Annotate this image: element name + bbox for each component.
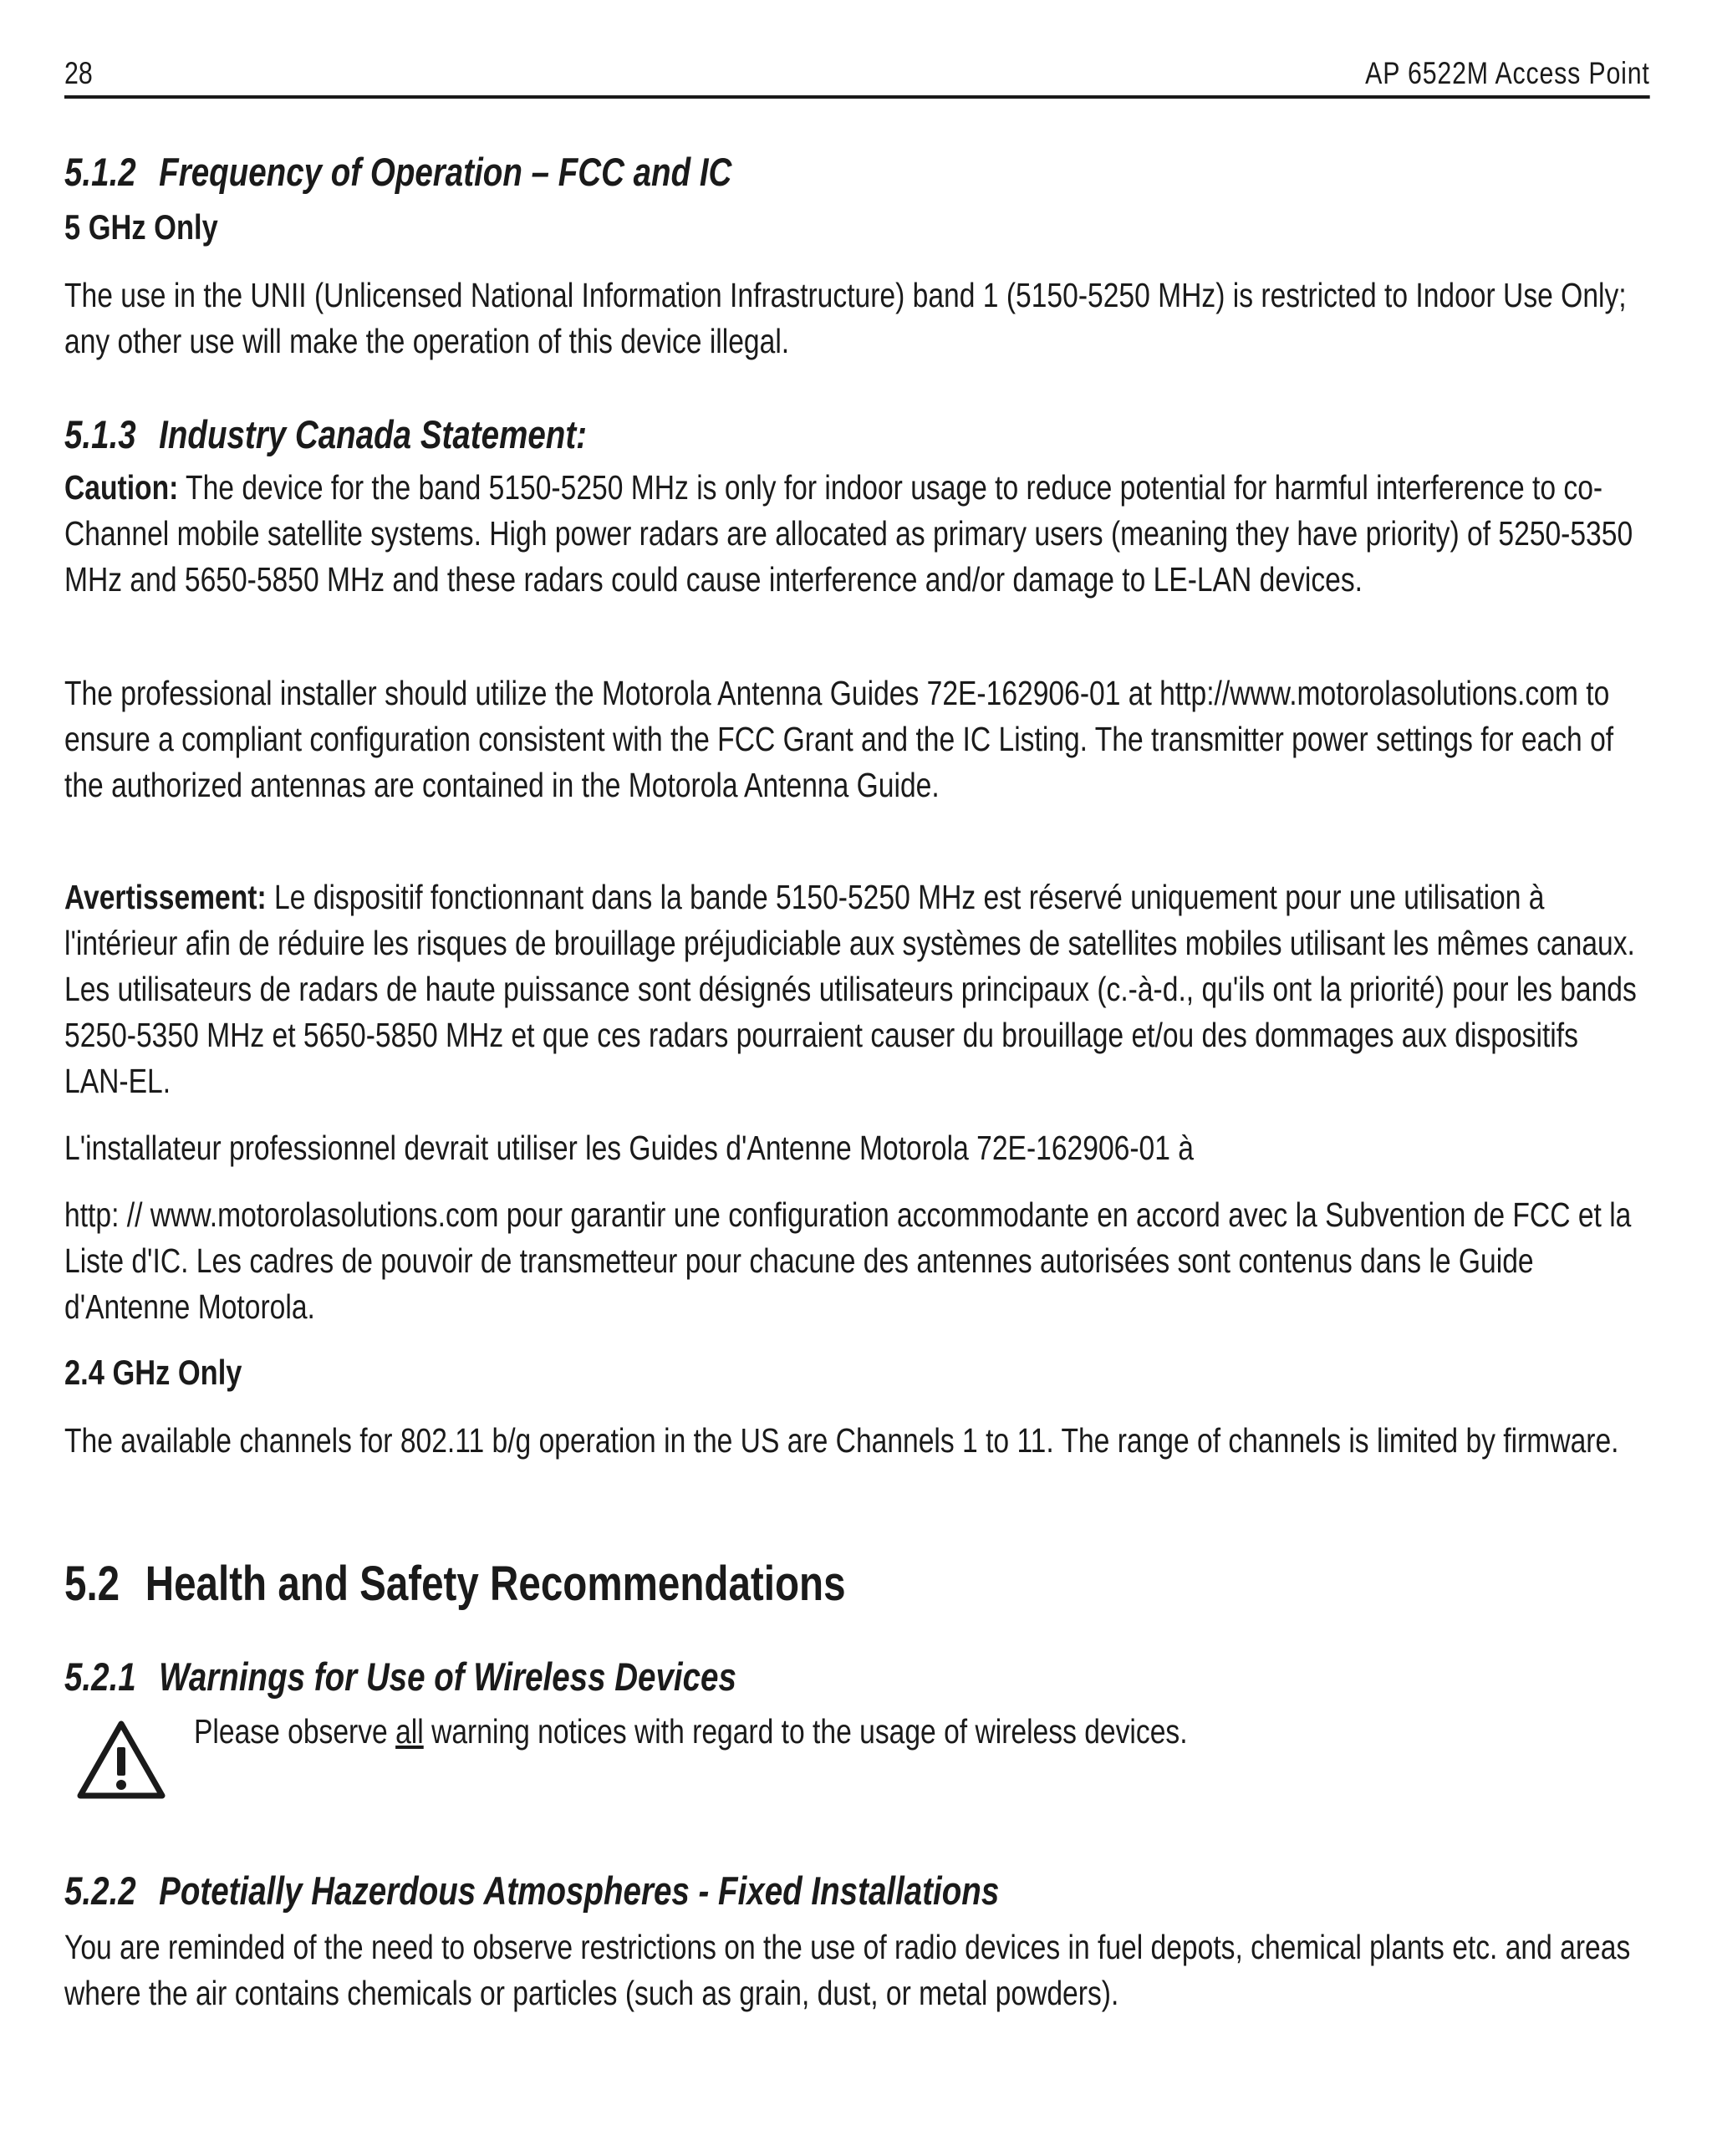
- page-number: 28: [64, 56, 93, 90]
- section-title: Industry Canada Statement:: [159, 412, 587, 456]
- subheading-24ghz: 2.4 GHz Only: [64, 1353, 242, 1392]
- paragraph-installer: The professional installer should utilize the Motorola Antenna Guides 72E-162906-01 at http://www.motorolasolutions.com to ensure a compliant configuration consistent with the FCC Grant and the IC Listing. The transmitter power settings for each of the authorized antennas are contained in the Motorola Antenna Guide.: [64, 674, 1614, 804]
- page-header: [64, 52, 1650, 99]
- paragraph-installateur: L'installateur professionnel devrait utiliser les Guides d'Antenne Motorola 72E-162906-01 à: [64, 1129, 1194, 1167]
- caution-label: Caution:: [64, 468, 179, 507]
- warning-text-start: Please observe: [194, 1712, 396, 1751]
- section-number: 5.2.2: [64, 1868, 136, 1913]
- section-title: Health and Safety Recommendations: [145, 1557, 846, 1611]
- caution-text: The device for the band 5150-5250 MHz is only for indoor usage to reduce potential for harmful interference to co-Channel mobile satellite systems. High power radars are allocated as primary users (meaning they have priority) of 5250-5350 MHz and 5650-5850 MHz and these radars could cause interference and/or damage to LE-LAN devices.: [64, 468, 1633, 599]
- paragraph-channels: The available channels for 802.11 b/g operation in the US are Channels 1 to 11. The range of channels is limited by firmware.: [64, 1421, 1619, 1460]
- section-heading-5-2-2: [64, 1868, 1650, 1914]
- document-title: AP 6522M Access Point: [1365, 56, 1650, 90]
- section-heading-5-1-2: [64, 149, 1650, 196]
- avertissement-text: Le dispositif fonctionnant dans la bande 5150-5250 MHz est réservé uniquement pour une utilisation à l'intérieur afin de réduire les risques de brouillage préjudiciable aux systèmes de satellites mobiles utilisant les mêmes canaux. Les utilisateurs de radars de haute puissance sont désignés utilisateurs principaux (c.-à-d., qu'ils ont la priorité) pour les bands 5250-5350 MHz et 5650-5850 MHz et que ces radars pourraient causer du brouillage et/ou des dommages aux dispositifs LAN-EL.: [64, 878, 1637, 1100]
- section-heading-5-1-3: [64, 411, 1650, 458]
- avertissement-label: Avertissement:: [64, 878, 267, 916]
- warning-text-emphasis: all: [395, 1712, 424, 1751]
- subheading-5ghz: 5 GHz Only: [64, 207, 218, 247]
- section-number: 5.1.2: [64, 150, 136, 194]
- section-number: 5.1.3: [64, 412, 136, 456]
- section-heading-5-2: [64, 1557, 1650, 1612]
- section-heading-5-2-1: [64, 1654, 1650, 1700]
- paragraph-avertissement: [64, 874, 1650, 1104]
- paragraph-warning-notice: [194, 1709, 1712, 1755]
- warning-text-end: warning notices with regard to the usage of wireless devices.: [423, 1712, 1188, 1751]
- paragraph-caution: [64, 465, 1650, 603]
- section-number: 5.2: [64, 1557, 120, 1611]
- paragraph-unii: The use in the UNII (Unlicensed National Information Infrastructure) band 1 (5150-5250 MHz) is restricted to Indoor Use Only; any other use will make the operation of this device illegal.: [64, 276, 1627, 360]
- section-title: Potetially Hazerdous Atmospheres - Fixed Installations: [159, 1868, 1000, 1913]
- section-number: 5.2.1: [64, 1654, 136, 1699]
- paragraph-hazardous: You are reminded of the need to observe restrictions on the use of radio devices in fuel depots, chemical plants etc. and areas where the air contains chemicals or particles (such as grain, dust, or metal powders).: [64, 1928, 1631, 2012]
- warning-triangle-icon: [75, 1719, 167, 1802]
- section-title: Warnings for Use of Wireless Devices: [159, 1654, 736, 1699]
- paragraph-http: http: // www.motorolasolutions.com pour garantir une configuration accommodante en accord avec la Subvention de FCC et la Liste d'IC. Les cadres de pouvoir de transmetteur pour chacune des antennes autorisées sont contenus dans le Guide d'Antenne Motorola.: [64, 1195, 1632, 1326]
- section-title: Frequency of Operation – FCC and IC: [159, 150, 732, 194]
